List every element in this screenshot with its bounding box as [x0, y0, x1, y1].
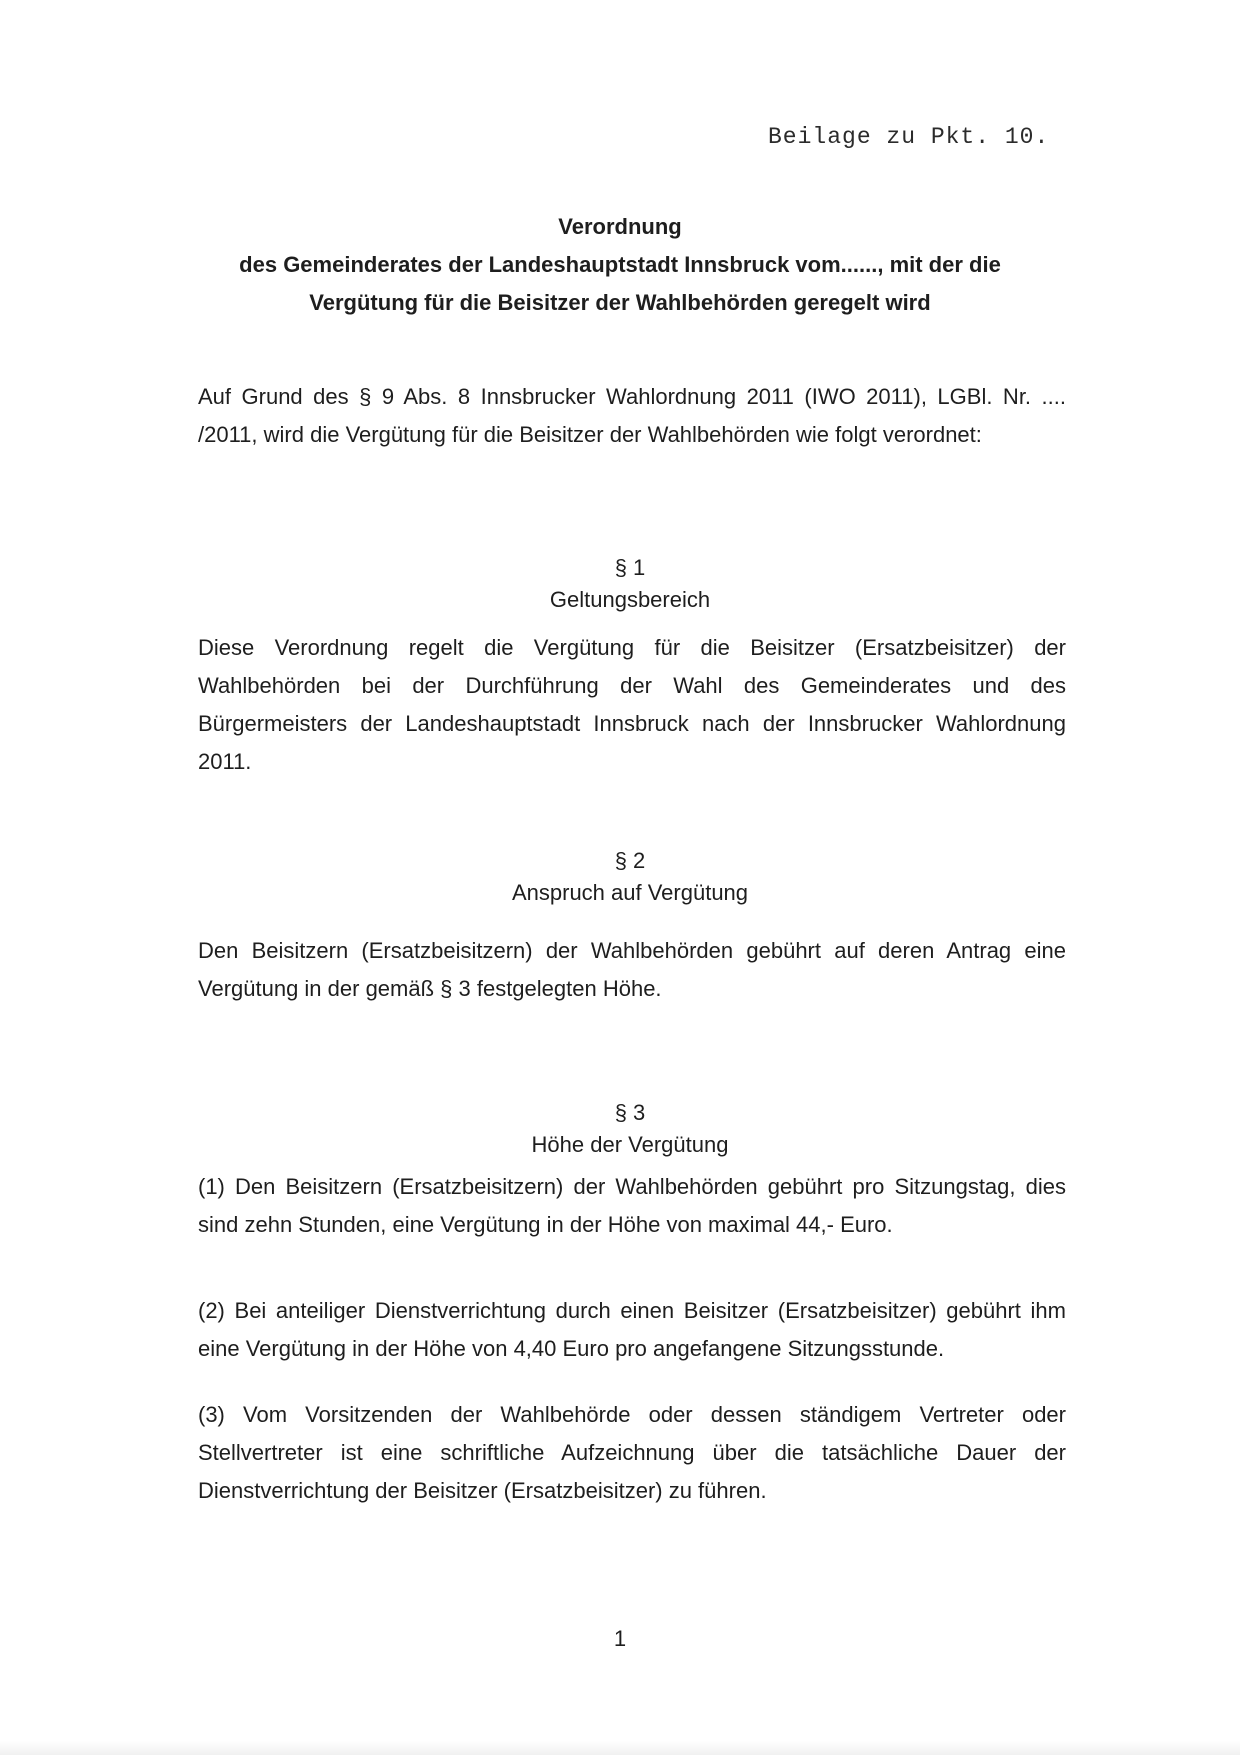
section-title: Höhe der Vergütung — [531, 1132, 729, 1157]
section-number: § 2 — [614, 848, 646, 873]
document-title — [200, 208, 1040, 322]
title-line-1: Verordnung — [558, 214, 682, 239]
section-number: § 1 — [614, 555, 646, 580]
section-1-heading — [420, 552, 840, 616]
scan-bottom-edge — [0, 1741, 1240, 1755]
preamble-paragraph: Auf Grund des § 9 Abs. 8 Innsbrucker Wahlordnung 2011 (IWO 2011), LGBl. Nr. .... /2011, wird die Vergütung für die Beisitzer der Wahlbehörden wie folgt verordnet: — [198, 384, 1066, 447]
section-2-paragraph: Den Beisitzern (Ersatzbeisitzern) der Wahlbehörden gebührt auf deren Antrag eine Vergütung in der gemäß § 3 festgelegten Höhe. — [198, 938, 1066, 1001]
attachment-label: Beilage zu Pkt. 10. — [768, 124, 1050, 150]
section-title: Geltungsbereich — [549, 587, 711, 612]
section-title: Anspruch auf Vergütung — [511, 880, 749, 905]
title-line-2: des Gemeinderates der Landeshauptstadt Innsbruck vom......, mit der die — [239, 252, 1001, 277]
section-3-paragraph-2: (2) Bei anteiliger Dienstverrichtung durch einen Beisitzer (Ersatzbeisitzer) gebührt ihm eine Vergütung in der Höhe von 4,40 Euro pro angefangene Sitzungsstunde. — [198, 1298, 1066, 1361]
section-2-heading — [420, 845, 840, 909]
section-3-paragraph-3: (3) Vom Vorsitzenden der Wahlbehörde oder dessen ständigem Vertreter oder Stellvertreter ist eine schriftliche Aufzeichnung über die tatsächliche Dauer der Dienstverrichtung der Beisitzer (Ersatzbeisitzer) zu führen. — [198, 1402, 1066, 1503]
title-line-3: Vergütung für die Beisitzer der Wahlbehörden geregelt wird — [309, 290, 931, 315]
page-number: 1 — [613, 1626, 627, 1651]
section-number: § 3 — [614, 1100, 646, 1125]
section-3-paragraph-1: (1) Den Beisitzern (Ersatzbeisitzern) der Wahlbehörden gebührt pro Sitzungstag, dies sind zehn Stunden, eine Vergütung in der Höhe von maximal 44,- Euro. — [198, 1174, 1066, 1237]
section-1-paragraph: Diese Verordnung regelt die Vergütung für die Beisitzer (Ersatzbeisitzer) der Wahlbehörden bei der Durchführung der Wahl des Gemeinderates und des Bürgermeisters der Landeshauptstadt Innsbruck nach der Innsbrucker Wahlordnung 2011. — [198, 635, 1066, 774]
section-3-heading — [420, 1097, 840, 1161]
